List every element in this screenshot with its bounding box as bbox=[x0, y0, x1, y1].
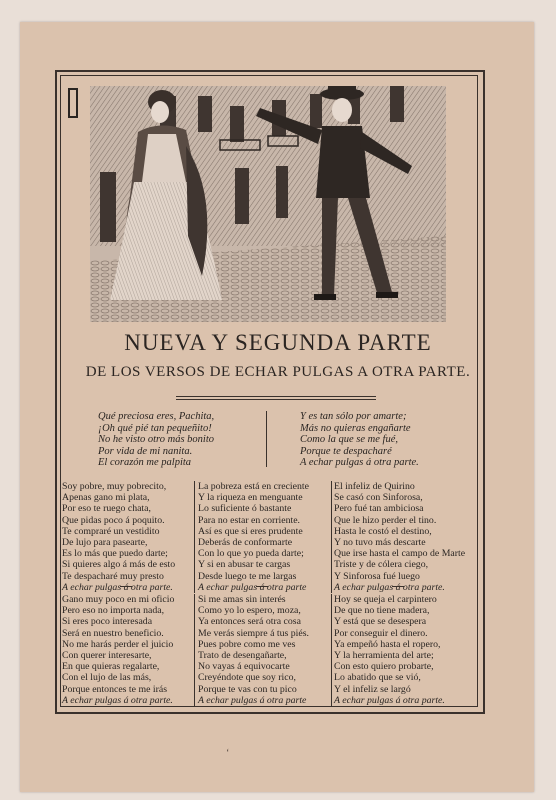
verse-line: Hoy se queja el carpintero bbox=[334, 594, 437, 605]
verse-line: En que quieras regalarte, bbox=[62, 661, 160, 673]
verse-line: Es lo más que puedo darte; bbox=[62, 548, 168, 560]
verse-line: Que pidas poco á poquito. bbox=[62, 514, 165, 526]
verse-refrain: A echar pulgas á otra parte bbox=[198, 581, 307, 593]
verse-line: Lo abatido que se vió, bbox=[334, 672, 421, 684]
column-divider bbox=[194, 481, 195, 593]
verse-line: Gano muy poco en mi oficio bbox=[62, 594, 175, 605]
verse-line: Y el infeliz se largó bbox=[334, 683, 411, 695]
verse-line: Pues pobre como me ves bbox=[198, 638, 296, 650]
verse-refrain: A echar pulgas á otra parte. bbox=[62, 581, 173, 593]
intro-line: El corazón me palpita bbox=[98, 457, 192, 469]
verse-line: Ya empeñó hasta el ropero, bbox=[334, 638, 441, 650]
verse-line: Ya entonces será otra cosa bbox=[198, 616, 301, 628]
intro-divider bbox=[266, 411, 267, 467]
intro-stanza-left bbox=[98, 411, 214, 469]
title-rule-lower bbox=[176, 399, 376, 400]
intro-line: Como la que se me fué, bbox=[300, 434, 398, 446]
intro-line: Qué preciosa eres, Pachita, bbox=[98, 411, 215, 422]
verse-refrain: A echar pulgas á otra parte. bbox=[334, 581, 445, 593]
verse-line: Como yo lo espero, moza, bbox=[198, 605, 301, 617]
street-scene-engraving bbox=[90, 86, 446, 322]
verse-line: Te despacharé muy presto bbox=[62, 570, 164, 582]
verse-bottom-col-1 bbox=[62, 594, 174, 706]
verse-line: De lujo para pasearte, bbox=[62, 537, 148, 549]
verse-line: Por conseguir el dinero. bbox=[334, 627, 428, 639]
verse-line: Será en nuestro beneficio. bbox=[62, 627, 164, 639]
verse-line: Con el lujo de las más, bbox=[62, 672, 152, 684]
intro-stanza-right bbox=[300, 411, 419, 469]
verse-line: Pero fué tan ambiciosa bbox=[334, 503, 424, 515]
verse-line: Y la riqueza en menguante bbox=[198, 492, 303, 504]
verse-line: Desde luego te me largas bbox=[198, 570, 297, 582]
intro-line: Y es tan sólo por amarte; bbox=[300, 411, 407, 422]
verse-line: Que le hizo perder el tino. bbox=[334, 514, 437, 526]
verse-refrain: A echar pulgas á otra parte. bbox=[334, 694, 445, 706]
page-title: NUEVA Y SEGUNDA PARTE bbox=[124, 330, 432, 355]
intro-line: Más no quieras engañarte bbox=[300, 422, 411, 434]
title-rule bbox=[176, 396, 376, 397]
verse-line: No vayas á equivocarte bbox=[198, 661, 290, 673]
engraving-illustration bbox=[90, 86, 446, 322]
verse-line: Pero eso no importa nada, bbox=[62, 605, 165, 617]
column-divider bbox=[194, 594, 195, 706]
verse-line: Y la herramienta del arte; bbox=[334, 650, 434, 662]
verse-line: Hasta le costó el destino, bbox=[334, 525, 432, 537]
verse-refrain: A echar pulgas á otra parte. bbox=[62, 694, 173, 706]
verse-line: Se casó con Sinforosa, bbox=[334, 492, 423, 504]
intro-line: Por vida de mi nanita. bbox=[98, 445, 193, 457]
verse-line: Trato de desengañarte, bbox=[198, 650, 287, 662]
verse-line: Si quieres algo á más de esto bbox=[62, 559, 176, 571]
page-subtitle: DE LOS VERSOS DE ECHAR PULGAS A OTRA PARTE. bbox=[85, 364, 471, 380]
verse-line: Creyéndote que soy rico, bbox=[198, 672, 296, 684]
verse-line: Para no estar en corriente. bbox=[198, 514, 301, 526]
verse-line: Porque te vas con tu pico bbox=[198, 683, 297, 695]
intro-line: A echar pulgas á otra parte. bbox=[300, 457, 419, 469]
verse-top-col-1 bbox=[62, 481, 175, 593]
verse-line: La pobreza está en creciente bbox=[198, 481, 309, 492]
verse-top-col-3 bbox=[334, 481, 465, 593]
verse-bottom-col-2 bbox=[198, 594, 309, 706]
verse-line: Me verás siempre á tus piés. bbox=[198, 627, 309, 639]
intro-line: Porque te despacharé bbox=[300, 445, 392, 457]
verse-line: Y no tuvo más descarte bbox=[334, 537, 426, 549]
intro-line: ¡Oh qué pié tan pequeñito! bbox=[98, 422, 212, 434]
verse-line: Y si en abusar te cargas bbox=[198, 559, 291, 571]
verse-line: Por eso te ruego chata, bbox=[62, 503, 151, 515]
column-divider bbox=[331, 481, 332, 593]
stanza-separator bbox=[392, 586, 404, 587]
verse-line: Que irse hasta el campo de Marte bbox=[334, 548, 466, 560]
page-mark: ʻ bbox=[226, 748, 230, 759]
verse-top-col-2 bbox=[198, 481, 309, 593]
verse-line: Soy pobre, muy pobrecito, bbox=[62, 481, 167, 492]
verse-line: De que no tiene madera, bbox=[334, 605, 430, 617]
verse-line: El infeliz de Quirino bbox=[334, 481, 415, 492]
verse-line: Y está que se desespera bbox=[334, 616, 427, 628]
verse-line: No me harás perder el juicio bbox=[62, 638, 174, 650]
intro-line: No he visto otro más bonito bbox=[98, 434, 214, 446]
stanza-separator bbox=[256, 586, 268, 587]
verse-line: Así es que si eres prudente bbox=[198, 525, 303, 537]
verse-line: Y Sinforosa fué luego bbox=[334, 570, 420, 582]
verse-bottom-col-3 bbox=[334, 594, 445, 706]
verse-line: Deberás de conformarte bbox=[198, 537, 293, 549]
verse-refrain: A echar pulgas á otra parte bbox=[198, 694, 307, 706]
stanza-separator bbox=[120, 586, 132, 587]
verse-line: Con querer interesarte, bbox=[62, 650, 152, 662]
verse-line: Si me amas sin interés bbox=[198, 594, 286, 605]
verse-line: Si eres poco interesada bbox=[62, 616, 153, 628]
verse-line: Con esto quiero probarte, bbox=[334, 661, 434, 673]
corner-marker bbox=[68, 88, 78, 118]
verse-line: Apenas gano mi plata, bbox=[62, 492, 150, 504]
verse-line: Te compraré un vestidito bbox=[62, 525, 160, 537]
verse-line: Triste y de cólera ciego, bbox=[334, 559, 429, 571]
verse-line: Porque entonces te me irás bbox=[62, 683, 168, 695]
verse-line: Con lo que yo pueda darte; bbox=[198, 548, 304, 560]
column-divider bbox=[331, 594, 332, 706]
verse-line: Lo suficiente ó bastante bbox=[198, 503, 292, 515]
